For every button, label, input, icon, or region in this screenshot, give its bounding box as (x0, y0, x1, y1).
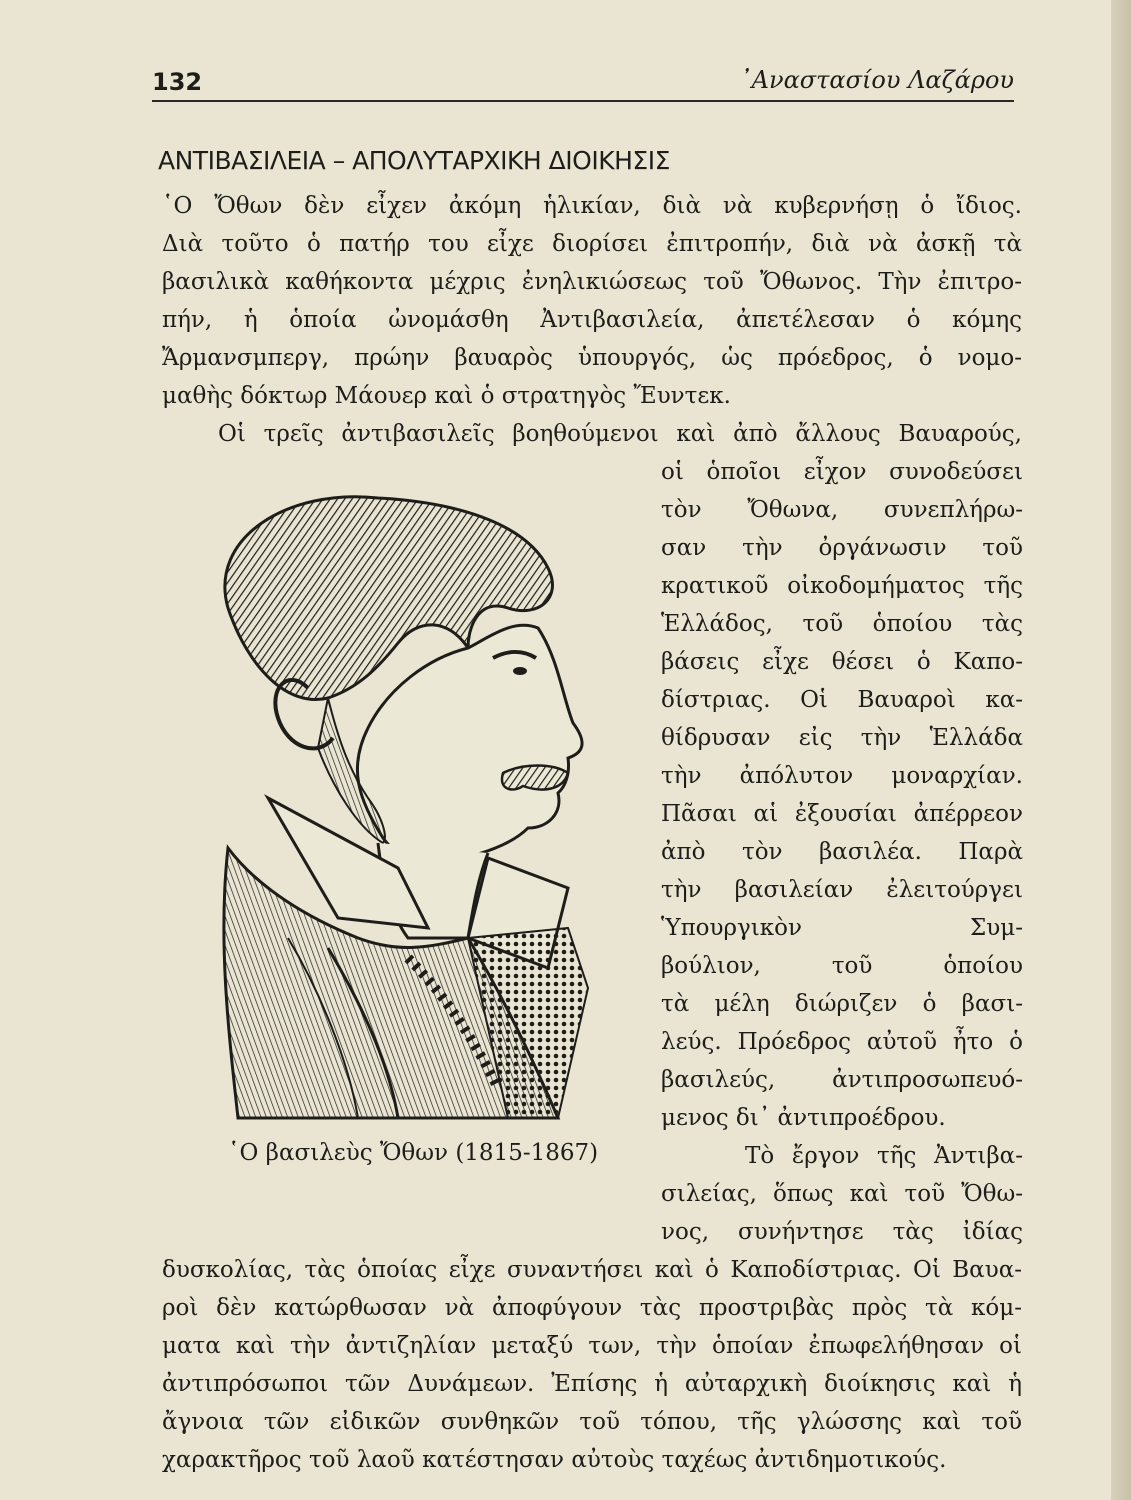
section-title: ΑΝΤΙΒΑΣΙΛΕΙΑ – ΑΠΟΛΥΤΑΡΧΙΚΗ ΔΙΟΙΚΗΣΙΣ (158, 146, 670, 175)
body-line: βασιλεύς, ἀντιπροσωπευό- (661, 1067, 1023, 1093)
body-line: πήν, ἡ ὁποία ὠνομάσθη Ἀντιβασιλεία, ἀπετέλεσαν ὁ κόμης (162, 307, 1022, 333)
body-line: βούλιον, τοῦ ὁποίου (661, 953, 1023, 979)
body-line: Διὰ τοῦτο ὁ πατήρ του εἶχε διορίσει ἐπιτροπήν, διὰ νὰ ἀσκῇ τὰ (162, 231, 1022, 257)
body-line: νος, συνήντησε τὰς ἰδίας (661, 1219, 1023, 1245)
body-line: ῾Ο Ὄθων δὲν εἶχεν ἀκόμη ἡλικίαν, διὰ νὰ κυβερνήσῃ ὁ ἴδιος. (162, 193, 1022, 219)
body-line: βασιλικὰ καθήκοντα μέχρις ἐνηλικιώσεως τοῦ Ὄθωνος. Τὴν ἐπιτρο- (162, 269, 1022, 295)
body-line: Ἄρμανσμπεργ, πρώην βαυαρὸς ὑπουργός, ὡς πρόεδρος, ὁ νομο- (162, 345, 1022, 371)
figure-caption: ῾Ο βασιλεὺς Ὄθων (1815-1867) (228, 1140, 599, 1166)
body-line: θίδρυσαν εἰς τὴν Ἑλλάδα (661, 725, 1023, 751)
body-line: οἱ ὁποῖοι εἶχον συνοδεύσει (661, 459, 1023, 485)
body-line: ματα καὶ τὴν ἀντιζηλίαν μεταξύ των, τὴν ὁποίαν ἐπωφελήθησαν οἱ (162, 1333, 1022, 1359)
body-line: ἀντιπρόσωποι τῶν Δυνάμεων. Ἐπίσης ἡ αὐταρχικὴ διοίκησις καὶ ἡ (162, 1371, 1022, 1397)
body-line: τὰ μέλη διώριζεν ὁ βασι- (661, 991, 1023, 1017)
page-header (152, 66, 1014, 102)
body-line: τὴν ἀπόλυτον μοναρχίαν. (661, 763, 1023, 789)
body-line: δίστριας. Οἱ Βαυαροὶ κα- (661, 687, 1023, 713)
body-line: Οἱ τρεῖς ἀντιβασιλεῖς βοηθούμενοι καὶ ἀπὸ ἄλλους Βαυαρούς, (218, 421, 1022, 447)
page-edge (1111, 0, 1131, 1500)
body-line: σαν τὴν ὀργάνωσιν τοῦ (661, 535, 1023, 561)
body-line: Πᾶσαι αἱ ἐξουσίαι ἀπέρρεον (661, 801, 1023, 827)
body-line: μαθὴς δόκτωρ Μάουερ καὶ ὁ στρατηγὸς Ἔυντεκ. (162, 383, 731, 409)
running-head: ᾿Αναστασίου Λαζάρου (739, 66, 1014, 94)
body-line: σιλείας, ὅπως καὶ τοῦ Ὄθω- (661, 1181, 1023, 1207)
body-line: δυσκολίας, τὰς ὁποίας εἶχε συναντήσει καὶ ὁ Καποδίστριας. Οἱ Βαυα- (162, 1257, 1022, 1283)
body-line: τὴν βασιλείαν ἐλειτούργει (661, 877, 1023, 903)
body-line: βάσεις εἶχε θέσει ὁ Καπο- (661, 649, 1023, 675)
body-line: χαρακτῆρος τοῦ λαοῦ κατέστησαν αὐτοὺς ταχέως ἀντιδημοτικούς. (162, 1447, 947, 1473)
body-line: ροὶ δὲν κατώρθωσαν νὰ ἀποφύγουν τὰς προστριβὰς πρὸς τὰ κόμ- (162, 1295, 1022, 1321)
body-line: κρατικοῦ οἰκοδομήματος τῆς (661, 573, 1023, 599)
body-line: Τὸ ἔργον τῆς Ἀντιβα- (745, 1143, 1023, 1169)
body-line: λεύς. Πρόεδρος αὐτοῦ ἦτο ὁ (661, 1029, 1023, 1055)
body-line: Ἑλλάδος, τοῦ ὁποίου τὰς (661, 611, 1023, 637)
body-line: ἀπὸ τὸν βασιλέα. Παρὰ (661, 839, 1023, 865)
body-line: τὸν Ὄθωνα, συνεπλήρω- (661, 497, 1023, 523)
body-line: μενος δι᾿ ἀντιπροέδρου. (661, 1105, 946, 1131)
body-line: Ὑπουργικὸν Συμ- (661, 915, 1023, 941)
page-number: 132 (152, 68, 203, 96)
portrait-illustration (168, 468, 648, 1148)
body-line: ἄγνοια τῶν εἰδικῶν συνθηκῶν τοῦ τόπου, τῆς γλώσσης καὶ τοῦ (162, 1409, 1022, 1435)
